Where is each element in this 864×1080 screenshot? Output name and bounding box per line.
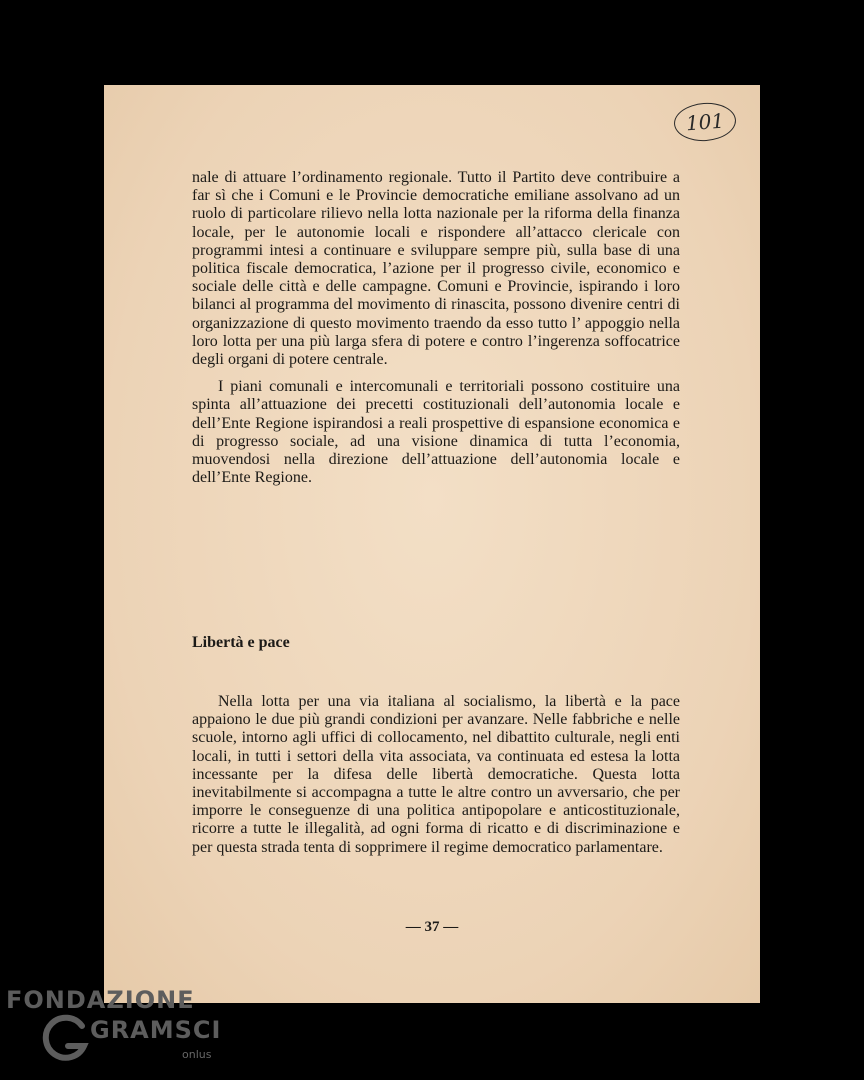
logo-line-1: FONDAZIONE bbox=[6, 986, 195, 1014]
paragraph-2: I piani comunali e intercomunali e territoriali possono costituire una spinta all’attuazione dei precetti costituzionali dell’autonomia locale e dell’Ente Regione ispirandosi a reali prospettive di espansione economica e di progresso sociale, ad una visione dinamica di tutta l’economia, muovendosi nella direzione dell’attuazione dell’autonomia locale e dell’Ente Regione. bbox=[192, 378, 680, 487]
logo-line-2: GRAMSCI bbox=[90, 1016, 222, 1044]
page-number: — 37 — bbox=[405, 919, 459, 935]
paragraph-1: nale di attuare l’ordinamento regionale. Tutto il Partito deve contribuire a far sì che i Comuni e le Provincie democratiche emiliane assolvano ad un ruolo di particolare rilievo nella lotta nazionale per la riforma della finanza locale, per le autonomie locali e rispondere all’attacco clericale con programmi intesi a continuare e sviluppare sempre più, sulla base di una politica fiscale democratica, l’azione per il progresso civile, economico e sociale delle città e delle campagne. Comuni e Provincie, ispirando i loro bilanci al programma del movimento di rinascita, possono divenire centri di organizzazione di questo movimento traendo da esso tutto l’ appoggio nella loro lotta per una più larga sfera di potere e contro l’ingerenza soffocatrice degli organi di potere centrale. bbox=[192, 169, 680, 369]
fondazione-gramsci-logo bbox=[6, 986, 226, 1076]
body-text bbox=[192, 169, 680, 487]
section-heading: Libertà e pace bbox=[192, 634, 290, 651]
folio-stamp: 101 bbox=[673, 101, 737, 143]
paragraph-3: Nella lotta per una via italiana al socialismo, la libertà e la pace appaiono le due più grandi condizioni per avanzare. Nelle fabbriche e nelle scuole, intorno agli uffici di collocamento, nel dibattito culturale, negli enti locali, in tutti i settori della vita associata, va continuata ed estesa la lotta incessante per la difesa delle libertà democratiche. Questa lotta inevitabilmente si accompagna a tutte le altre contro un avversario, che per imporre le conseguenze di una politica antipopolare e anticostituzionale, ricorre a tutte le illegalità, ad ogni forma di ricatto e di discriminazione e per questa strada tenta di sopprimere il regime democratico parlamentare. bbox=[192, 693, 680, 856]
document-page bbox=[104, 85, 760, 1003]
g-swirl-icon bbox=[42, 1012, 92, 1062]
logo-line-3: onlus bbox=[182, 1048, 212, 1061]
